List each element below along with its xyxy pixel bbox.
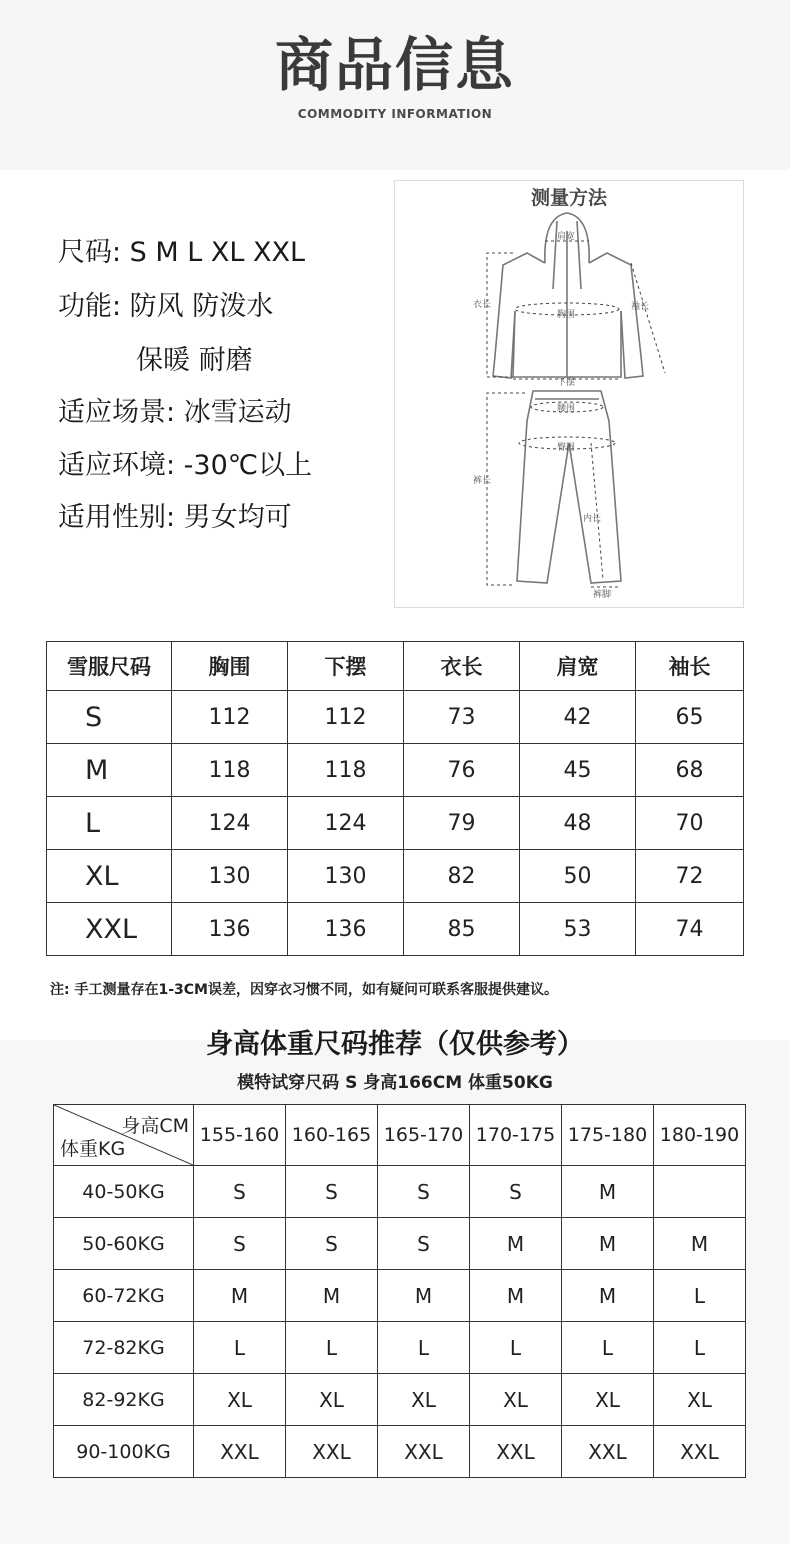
measurement-note: 注: 手工测量存在1-3CM误差，因穿衣习惯不同，如有疑问可联系客服提供建议。: [50, 982, 558, 998]
header-hem: 下摆: [288, 642, 404, 691]
table-row: [47, 903, 744, 956]
height-range: 165-170: [378, 1105, 470, 1166]
table-cell: XL: [654, 1374, 746, 1426]
table-row: [54, 1426, 746, 1478]
table-cell: S: [470, 1166, 562, 1218]
table-cell: M: [470, 1270, 562, 1322]
table-cell: 76: [404, 744, 520, 797]
table-cell: L: [562, 1322, 654, 1374]
recommend-subtitle: 模特试穿尺码 S 身高166CM 体重50KG: [237, 1073, 553, 1093]
table-cell: M: [378, 1270, 470, 1322]
table-cell: XL: [562, 1374, 654, 1426]
height-range: 160-165: [286, 1105, 378, 1166]
table-cell: 79: [404, 797, 520, 850]
table-cell: 130: [172, 850, 288, 903]
weight-range: 82-92KG: [54, 1374, 194, 1426]
table-row: [54, 1374, 746, 1426]
size-table-header: [47, 642, 744, 691]
height-range: 155-160: [194, 1105, 286, 1166]
table-row: [47, 797, 744, 850]
height-axis-label: 身高CM: [121, 1115, 189, 1137]
height-range: 170-175: [470, 1105, 562, 1166]
weight-range: 50-60KG: [54, 1218, 194, 1270]
table-cell: [654, 1166, 746, 1218]
table-cell: 112: [172, 691, 288, 744]
page-title: 商品信息: [274, 31, 515, 99]
measure-title: 测量方法: [530, 187, 607, 209]
table-cell: 53: [520, 903, 636, 956]
table-cell: 74: [636, 903, 744, 956]
table-cell: 112: [288, 691, 404, 744]
table-cell: 72: [636, 850, 744, 903]
spec-function: 功能: 防风 防泼水: [58, 291, 274, 322]
table-cell: 70: [636, 797, 744, 850]
size-recommend-table: [53, 1104, 746, 1478]
label-waist: 腰围: [557, 404, 576, 414]
header-length: 衣长: [404, 642, 520, 691]
table-cell: 118: [172, 744, 288, 797]
spec-size: 尺码: S M L XL XXL: [58, 237, 306, 268]
table-cell: S: [286, 1218, 378, 1270]
label-chest: 胸围: [557, 310, 576, 320]
measurement-diagram: [394, 180, 744, 608]
table-cell: XL: [286, 1374, 378, 1426]
table-cell: S: [194, 1166, 286, 1218]
recommend-title: 身高体重尺码推荐（仅供参考）: [206, 1029, 584, 1060]
table-cell: XL: [378, 1374, 470, 1426]
label-pants-length: 裤长: [473, 476, 492, 486]
size-label: XXL: [47, 903, 172, 956]
recommend-header-row: [54, 1105, 746, 1166]
table-row: [54, 1218, 746, 1270]
weight-range: 90-100KG: [54, 1426, 194, 1478]
weight-axis-label: 体重KG: [60, 1138, 126, 1160]
table-cell: XXL: [562, 1426, 654, 1478]
label-body-length: 衣长: [473, 300, 492, 310]
size-label: M: [47, 744, 172, 797]
spec-gender: 适用性别: 男女均可: [58, 502, 292, 533]
page-subtitle: COMMODITY INFORMATION: [297, 107, 493, 121]
table-cell: L: [378, 1322, 470, 1374]
table-cell: S: [286, 1166, 378, 1218]
table-cell: 42: [520, 691, 636, 744]
size-label: L: [47, 797, 172, 850]
table-row: [54, 1270, 746, 1322]
table-cell: M: [654, 1218, 746, 1270]
garment-illustration: [395, 181, 743, 607]
table-row: [47, 691, 744, 744]
label-shoulder: 肩宽: [557, 232, 576, 242]
table-cell: 124: [172, 797, 288, 850]
table-row: [47, 850, 744, 903]
table-cell: XXL: [470, 1426, 562, 1478]
table-cell: L: [194, 1322, 286, 1374]
header-shoulder: 肩宽: [520, 642, 636, 691]
table-cell: M: [562, 1218, 654, 1270]
table-cell: 136: [288, 903, 404, 956]
weight-range: 40-50KG: [54, 1166, 194, 1218]
table-row: [47, 744, 744, 797]
height-range: 180-190: [654, 1105, 746, 1166]
table-cell: 118: [288, 744, 404, 797]
header-chest: 胸围: [172, 642, 288, 691]
table-cell: 65: [636, 691, 744, 744]
table-cell: M: [562, 1270, 654, 1322]
table-cell: S: [378, 1166, 470, 1218]
table-cell: L: [470, 1322, 562, 1374]
size-label: S: [47, 691, 172, 744]
table-cell: XXL: [194, 1426, 286, 1478]
header-sleeve: 袖长: [636, 642, 744, 691]
label-hem: 下摆: [557, 378, 576, 388]
table-cell: XXL: [286, 1426, 378, 1478]
table-cell: M: [286, 1270, 378, 1322]
table-cell: XL: [470, 1374, 562, 1426]
table-cell: S: [194, 1218, 286, 1270]
size-label: XL: [47, 850, 172, 903]
table-cell: 124: [288, 797, 404, 850]
table-cell: 48: [520, 797, 636, 850]
table-cell: 85: [404, 903, 520, 956]
table-cell: M: [470, 1218, 562, 1270]
table-row: [54, 1322, 746, 1374]
spec-scene: 适应场景: 冰雪运动: [58, 397, 292, 428]
header-size: 雪服尺码: [47, 642, 172, 691]
measure-lines: [487, 241, 665, 587]
pants-outline: [517, 391, 621, 583]
table-cell: XL: [194, 1374, 286, 1426]
table-cell: L: [286, 1322, 378, 1374]
table-row: [54, 1166, 746, 1218]
table-cell: 130: [288, 850, 404, 903]
table-cell: 50: [520, 850, 636, 903]
weight-range: 60-72KG: [54, 1270, 194, 1322]
table-cell: M: [562, 1166, 654, 1218]
table-cell: XXL: [378, 1426, 470, 1478]
corner-cell: [54, 1105, 194, 1166]
table-cell: 68: [636, 744, 744, 797]
label-sleeve: 袖长: [631, 302, 650, 312]
table-cell: 45: [520, 744, 636, 797]
table-cell: S: [378, 1218, 470, 1270]
size-chart-table: [46, 641, 744, 956]
weight-range: 72-82KG: [54, 1322, 194, 1374]
table-cell: 82: [404, 850, 520, 903]
spec-environment: 适应环境: -30℃以上: [58, 450, 313, 481]
spec-function-cont: 保暖 耐磨: [136, 345, 253, 376]
label-leg-opening: 裤脚: [593, 590, 612, 600]
label-hip: 臀围: [557, 443, 576, 453]
table-cell: L: [654, 1322, 746, 1374]
table-cell: M: [194, 1270, 286, 1322]
table-cell: XXL: [654, 1426, 746, 1478]
table-cell: 73: [404, 691, 520, 744]
table-cell: 136: [172, 903, 288, 956]
height-range: 175-180: [562, 1105, 654, 1166]
label-inseam: 内长: [583, 514, 602, 524]
table-cell: L: [654, 1270, 746, 1322]
